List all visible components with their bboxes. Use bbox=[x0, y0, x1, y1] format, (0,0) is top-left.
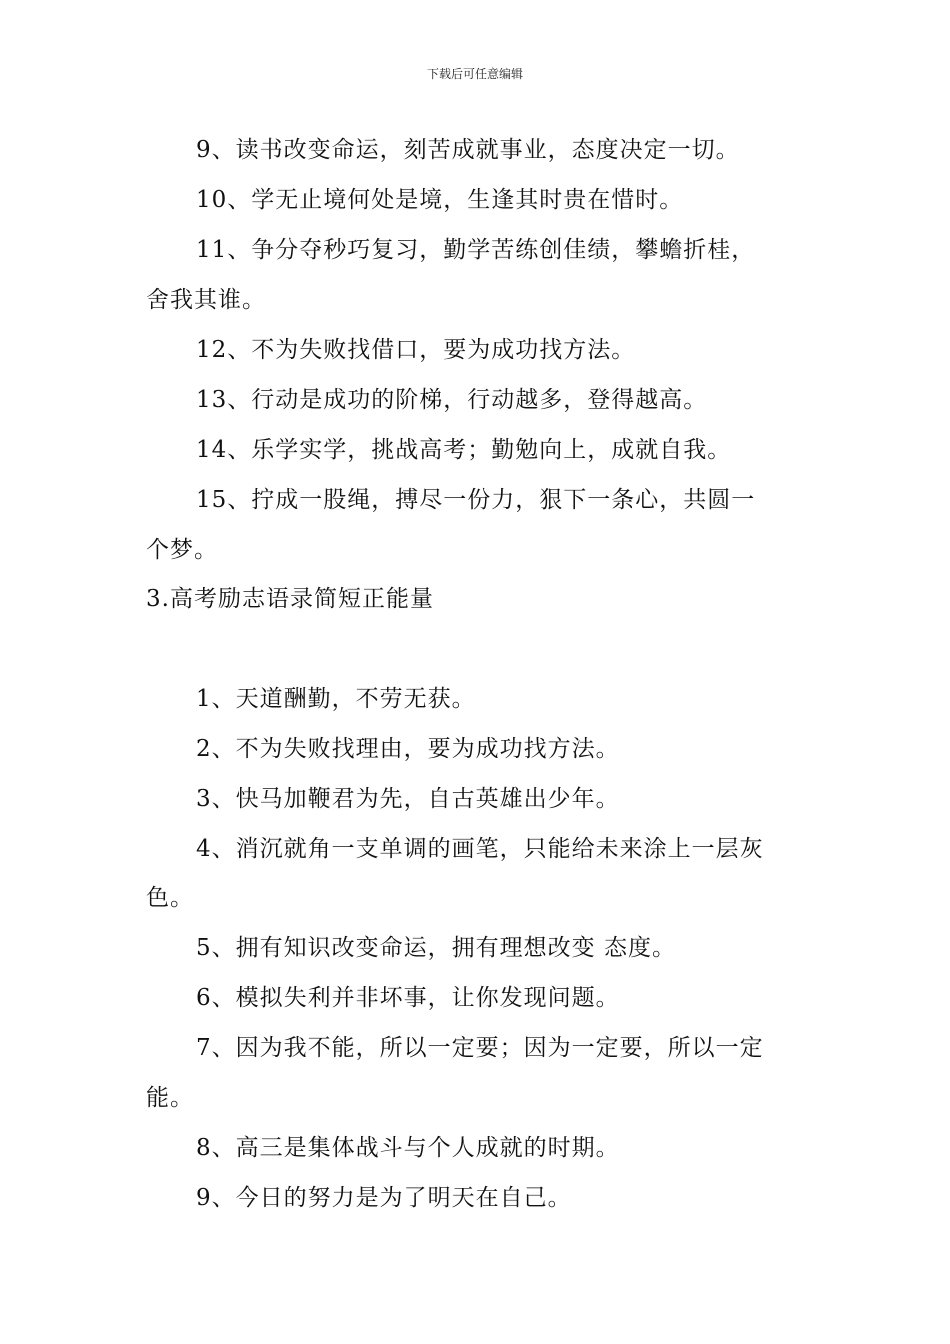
list-item: 4、消沉就角一支单调的画笔，只能给未来涂上一层灰 bbox=[196, 836, 764, 862]
list-item: 5、拥有知识改变命运，拥有理想改变 态度。 bbox=[196, 935, 676, 961]
list-item: 12、不为失败找借口，要为成功找方法。 bbox=[196, 337, 636, 363]
list-item: 14、乐学实学，挑战高考；勤勉向上，成就自我。 bbox=[196, 437, 732, 463]
list-item: 10、学无止境何处是境，生逢其时贵在惜时。 bbox=[196, 187, 684, 213]
list-item-continuation: 色。 bbox=[146, 885, 194, 911]
list-item: 15、拧成一股绳，搏尽一份力，狠下一条心，共圆一 bbox=[196, 487, 756, 513]
list-item: 7、因为我不能，所以一定要；因为一定要，所以一定 bbox=[196, 1035, 764, 1061]
list-item: 6、模拟失利并非坏事，让你发现问题。 bbox=[196, 985, 620, 1011]
list-item: 3、快马加鞭君为先，自古英雄出少年。 bbox=[196, 786, 620, 812]
list-item: 2、不为失败找理由，要为成功找方法。 bbox=[196, 736, 620, 762]
section-heading: 3.高考励志语录简短正能量 bbox=[146, 586, 434, 612]
list-item-continuation: 个梦。 bbox=[146, 537, 218, 563]
list-item: 13、行动是成功的阶梯，行动越多，登得越高。 bbox=[196, 387, 708, 413]
page-header: 下载后可任意编辑 bbox=[426, 67, 523, 81]
list-item: 1、天道酬勤，不劳无获。 bbox=[196, 686, 476, 712]
list-item: 9、今日的努力是为了明天在自己。 bbox=[196, 1185, 572, 1211]
list-item-continuation: 能。 bbox=[146, 1085, 194, 1111]
list-item: 9、读书改变命运，刻苦成就事业，态度决定一切。 bbox=[196, 137, 740, 163]
list-item: 11、争分夺秒巧复习，勤学苦练创佳绩，攀蟾折桂， bbox=[196, 237, 756, 263]
list-item: 8、高三是集体战斗与个人成就的时期。 bbox=[196, 1135, 620, 1161]
list-item-continuation: 舍我其谁。 bbox=[146, 287, 266, 313]
